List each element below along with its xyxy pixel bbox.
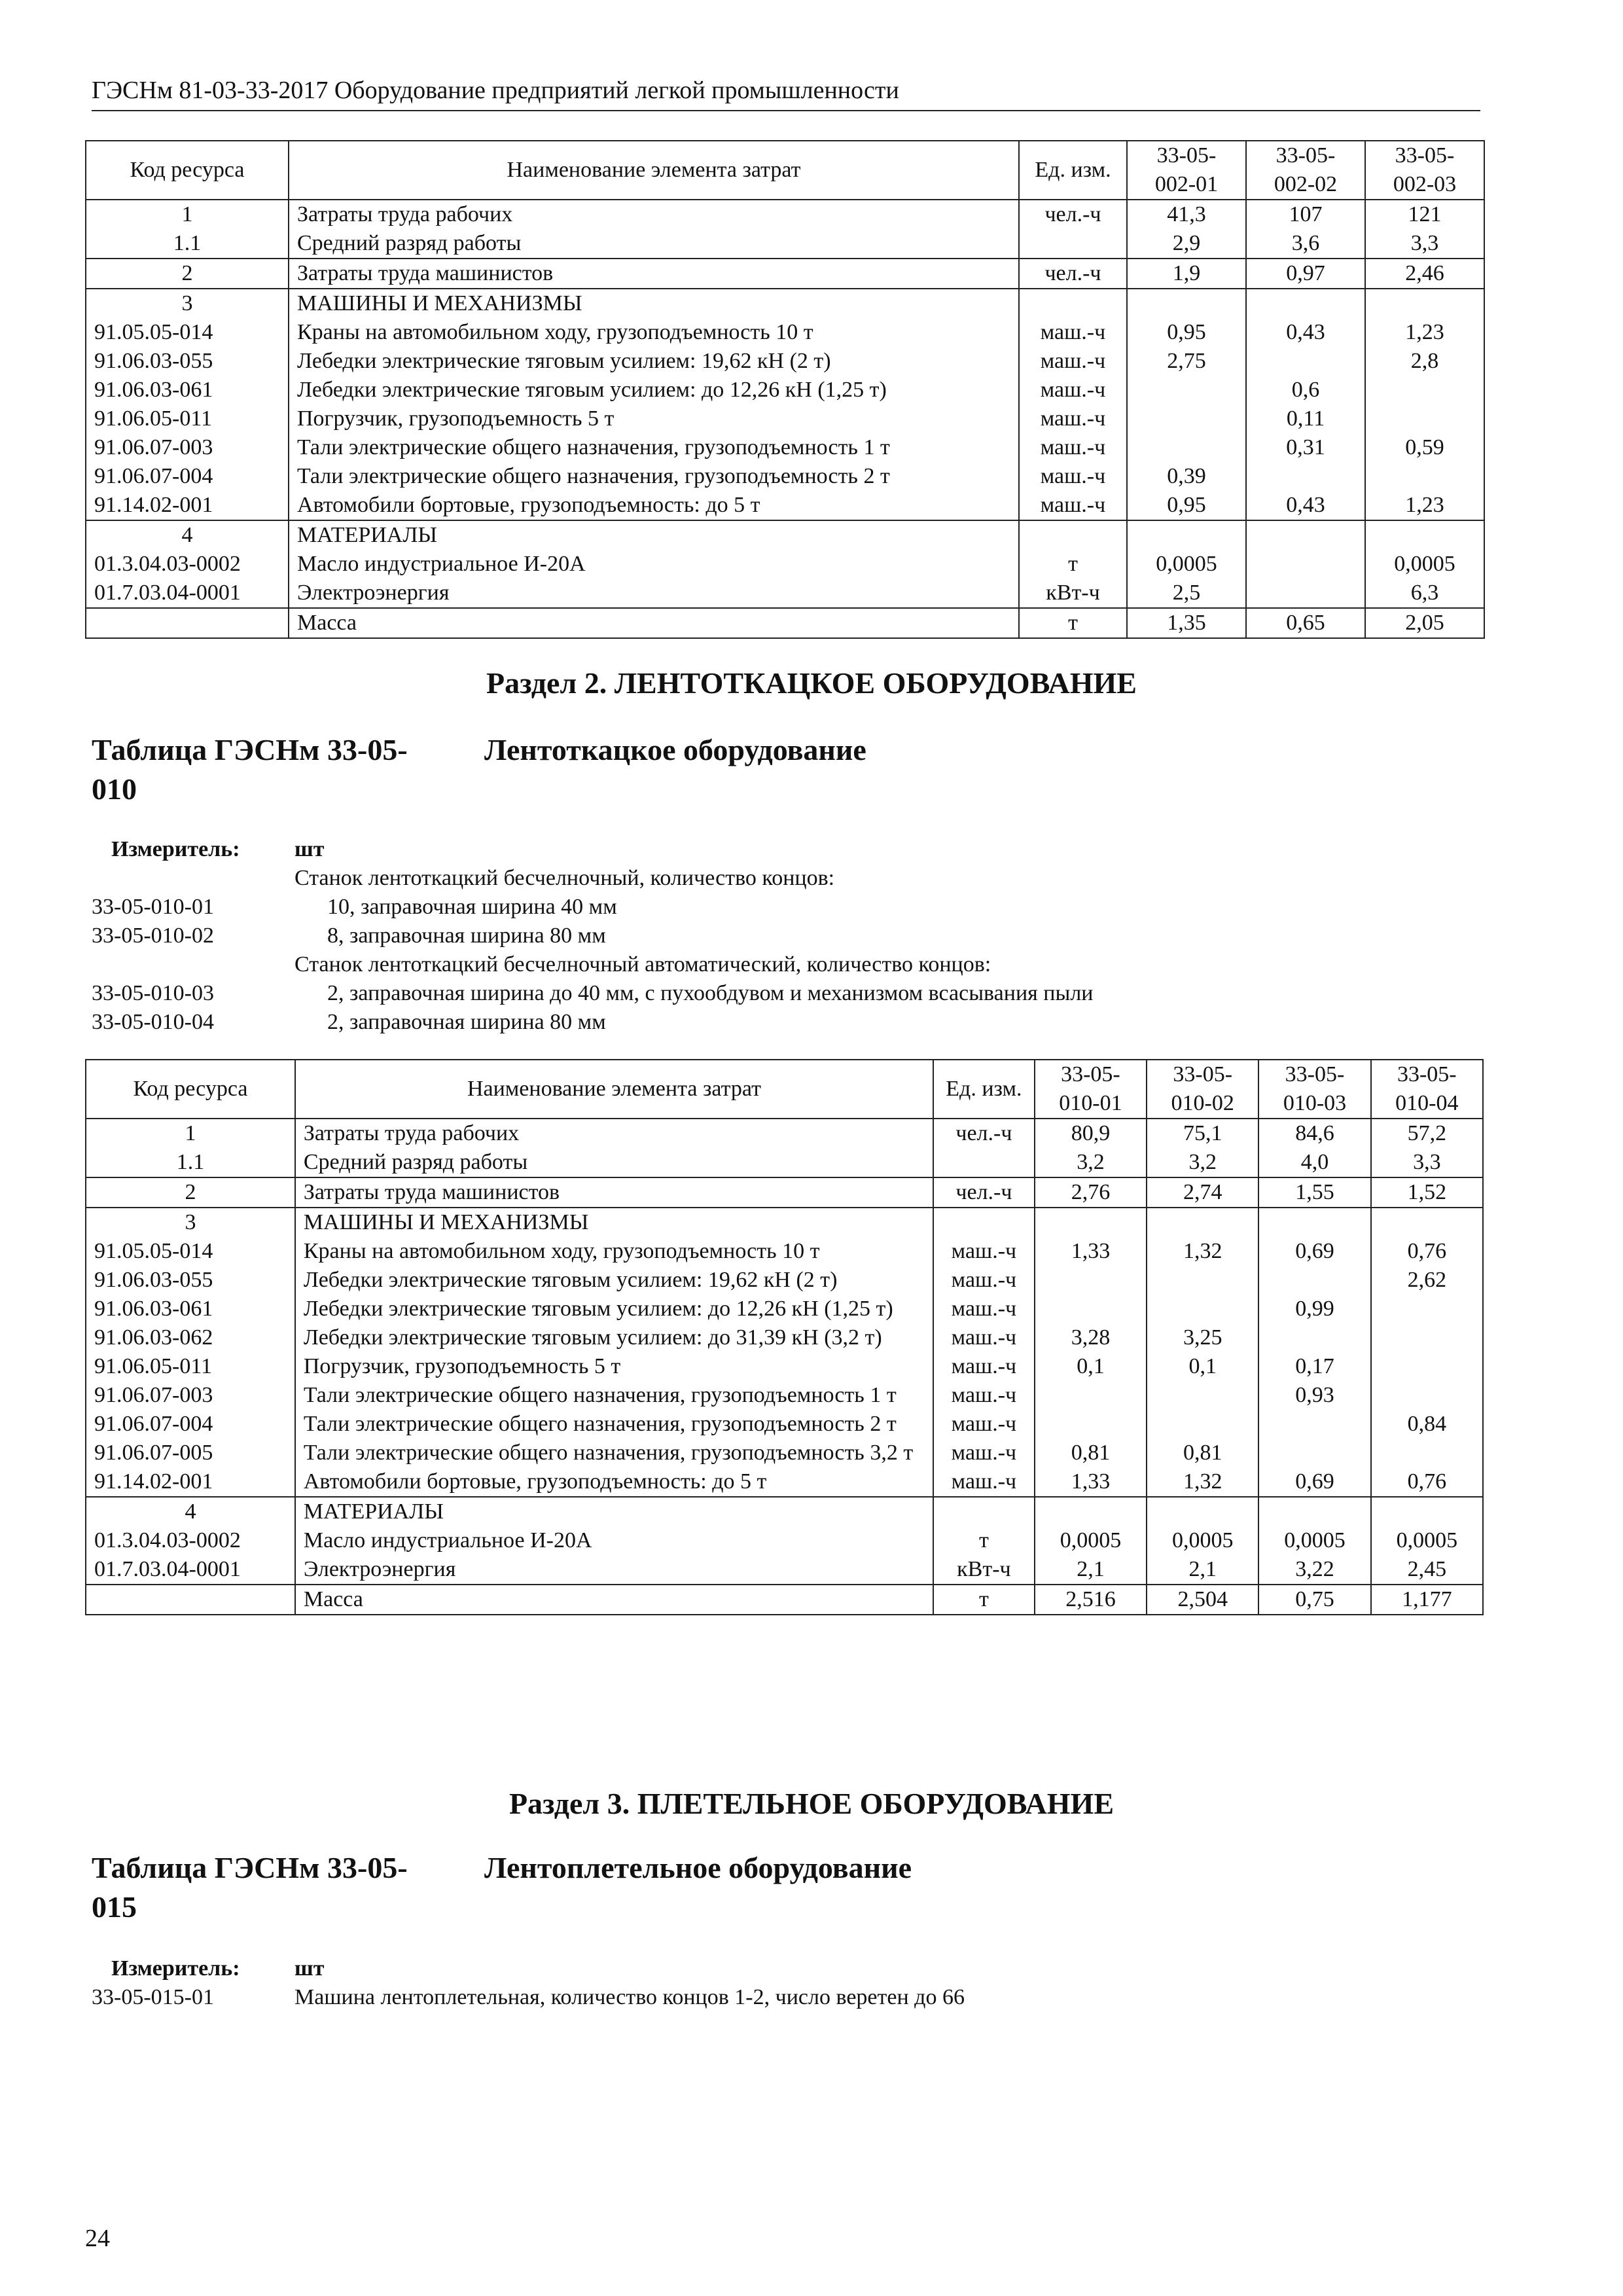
norm-value: 2,8	[1365, 347, 1484, 376]
resource-code: 91.06.03-061	[86, 1295, 295, 1323]
unit-of-measure: маш.-ч	[1019, 491, 1127, 520]
cost-item-name: Погрузчик, грузоподъемность 5 т	[295, 1352, 933, 1381]
unit-of-measure: маш.-ч	[933, 1439, 1035, 1467]
norm-table-33-05-010	[85, 1059, 1484, 1615]
resource-code: 91.06.05-011	[86, 1352, 295, 1381]
norm-value: 107	[1246, 200, 1365, 229]
resource-code: 91.06.03-055	[86, 347, 289, 376]
meter-unit: шт	[294, 837, 325, 861]
norm-value	[1365, 289, 1484, 318]
norm-value	[1246, 579, 1365, 608]
norm-value: 0,76	[1371, 1237, 1483, 1266]
norm-value: 0,31	[1246, 433, 1365, 462]
norm-value	[1371, 1381, 1483, 1410]
resource-code: 91.05.05-014	[86, 318, 289, 347]
unit-of-measure: т	[1019, 550, 1127, 579]
table-row	[86, 318, 1484, 347]
norm-value	[1035, 1208, 1147, 1237]
norm-value	[1147, 1381, 1258, 1410]
table-row	[86, 433, 1484, 462]
norm-description: Станок лентоткацкий бесчелночный, количество концов:	[294, 866, 835, 890]
norm-value: 1,177	[1371, 1585, 1483, 1615]
table-row	[86, 462, 1484, 491]
meter-label: Измеритель:	[111, 837, 240, 861]
table-row	[86, 1439, 1483, 1467]
unit-of-measure: маш.-ч	[933, 1352, 1035, 1381]
table-header-row	[86, 1060, 1483, 1119]
resource-code	[86, 608, 289, 638]
cost-item-name: Средний разряд работы	[295, 1148, 933, 1177]
norm-value: 0,43	[1246, 491, 1365, 520]
norm-value: 0,76	[1371, 1467, 1483, 1497]
cost-item-name: Лебедки электрические тяговым усилием: до 12,26 кН (1,25 т)	[289, 376, 1019, 404]
table-row	[86, 1381, 1483, 1410]
table-2-meter	[92, 835, 1492, 1037]
norm-value: 1,9	[1127, 259, 1246, 289]
norm-value: 0,39	[1127, 462, 1246, 491]
unit-of-measure	[1019, 520, 1127, 550]
norm-value	[1371, 1208, 1483, 1237]
norm-value: 0,84	[1371, 1410, 1483, 1439]
norm-description: Станок лентоткацкий бесчелночный автоматический, количество концов:	[294, 952, 991, 977]
norm-value	[1147, 1266, 1258, 1295]
resource-code: 1.1	[86, 229, 289, 259]
cost-item-name: Тали электрические общего назначения, грузоподъемность 3,2 т	[295, 1439, 933, 1467]
table-row	[86, 259, 1484, 289]
norm-value: 3,2	[1147, 1148, 1258, 1177]
table-row	[86, 200, 1484, 229]
norm-value: 2,9	[1127, 229, 1246, 259]
norm-value	[1371, 1497, 1483, 1526]
norm-value	[1246, 462, 1365, 491]
meter-label: Измеритель:	[111, 1956, 240, 1981]
norm-value	[1258, 1323, 1370, 1352]
norm-code: 33-05-010-04	[92, 1010, 214, 1034]
norm-value	[1258, 1266, 1370, 1295]
table-row	[86, 1237, 1483, 1266]
col-name-header: Наименование элемента затрат	[289, 141, 1019, 200]
page-header: ГЭСНм 81-03-33-2017 Оборудование предприятий легкой промышленности	[92, 73, 1480, 111]
meter-item	[92, 1983, 1492, 2012]
table-row	[86, 229, 1484, 259]
norm-value: 2,1	[1147, 1555, 1258, 1585]
norm-value: 3,22	[1258, 1555, 1370, 1585]
cost-item-name: Затраты труда рабочих	[295, 1119, 933, 1148]
meter-item	[92, 979, 1492, 1008]
cost-item-name: Тали электрические общего назначения, грузоподъемность 1 т	[289, 433, 1019, 462]
norm-value: 80,9	[1035, 1119, 1147, 1148]
resource-code	[86, 1585, 295, 1615]
norm-value: 75,1	[1147, 1119, 1258, 1148]
resource-code: 91.06.07-003	[86, 1381, 295, 1410]
norm-value	[1147, 1295, 1258, 1323]
norm-value: 3,3	[1371, 1148, 1483, 1177]
norm-value	[1147, 1410, 1258, 1439]
unit-of-measure: чел.-ч	[1019, 259, 1127, 289]
table-row	[86, 1295, 1483, 1323]
norm-value: 0,0005	[1258, 1526, 1370, 1555]
norm-value	[1035, 1381, 1147, 1410]
meter-item	[92, 950, 1492, 979]
norm-value: 4,0	[1258, 1148, 1370, 1177]
norm-value: 0,99	[1258, 1295, 1370, 1323]
norm-value	[1365, 462, 1484, 491]
section-3-title: Раздел 3. ПЛЕТЕЛЬНОЕ ОБОРУДОВАНИЕ	[508, 1787, 1115, 1820]
unit-of-measure: кВт-ч	[933, 1555, 1035, 1585]
norm-value	[1035, 1295, 1147, 1323]
norm-value: 2,5	[1127, 579, 1246, 608]
norm-value: 0,69	[1258, 1237, 1370, 1266]
table-row	[86, 491, 1484, 520]
norm-code	[92, 950, 294, 979]
unit-of-measure: чел.-ч	[933, 1177, 1035, 1208]
col-norm-header: 33-05- 002-02	[1246, 141, 1365, 200]
norm-value: 0,11	[1246, 404, 1365, 433]
norm-value	[1258, 1497, 1370, 1526]
norm-value	[1035, 1497, 1147, 1526]
norm-code: 33-05-010-03	[92, 981, 214, 1005]
col-name-header: Наименование элемента затрат	[295, 1060, 933, 1119]
table-2-number: Таблица ГЭСНм 33-05- 010	[92, 733, 408, 806]
norm-value: 3,6	[1246, 229, 1365, 259]
norm-value: 0,75	[1258, 1585, 1370, 1615]
norm-value: 2,45	[1371, 1555, 1483, 1585]
norm-value	[1035, 1410, 1147, 1439]
norm-value: 1,35	[1127, 608, 1246, 638]
cost-item-name: Тали электрические общего назначения, грузоподъемность 2 т	[289, 462, 1019, 491]
resource-code: 91.06.05-011	[86, 404, 289, 433]
col-norm-header: 33-05- 010-02	[1147, 1060, 1258, 1119]
unit-of-measure	[933, 1208, 1035, 1237]
norm-value: 57,2	[1371, 1119, 1483, 1148]
norm-code: 33-05-010-02	[92, 924, 214, 948]
resource-code: 91.06.03-062	[86, 1323, 295, 1352]
table-row	[86, 404, 1484, 433]
unit-of-measure: т	[933, 1585, 1035, 1615]
norm-value: 1,23	[1365, 318, 1484, 347]
table-row	[86, 1555, 1483, 1585]
norm-value	[1127, 289, 1246, 318]
unit-of-measure: маш.-ч	[1019, 404, 1127, 433]
norm-value: 0,0005	[1371, 1526, 1483, 1555]
cost-item-name: Средний разряд работы	[289, 229, 1019, 259]
cost-item-name: Тали электрические общего назначения, грузоподъемность 1 т	[295, 1381, 933, 1410]
table-row	[86, 1266, 1483, 1295]
table-row	[86, 550, 1484, 579]
norm-value: 121	[1365, 200, 1484, 229]
cost-item-name: Масло индустриальное И-20А	[289, 550, 1019, 579]
norm-value: 0,95	[1127, 318, 1246, 347]
norm-value: 2,05	[1365, 608, 1484, 638]
norm-value	[1258, 1410, 1370, 1439]
norm-value	[1365, 404, 1484, 433]
unit-of-measure: маш.-ч	[1019, 433, 1127, 462]
resource-code: 1.1	[86, 1148, 295, 1177]
norm-value: 0,6	[1246, 376, 1365, 404]
unit-of-measure: маш.-ч	[933, 1381, 1035, 1410]
resource-code: 91.14.02-001	[86, 1467, 295, 1497]
cost-item-name: Лебедки электрические тяговым усилием: до 31,39 кН (3,2 т)	[295, 1323, 933, 1352]
norm-value: 2,76	[1035, 1177, 1147, 1208]
meter-label-row	[92, 835, 1492, 864]
table-row	[86, 1323, 1483, 1352]
cost-item-name: Масса	[289, 608, 1019, 638]
norm-value: 3,28	[1035, 1323, 1147, 1352]
table-2-title	[92, 730, 866, 809]
unit-of-measure: маш.-ч	[1019, 376, 1127, 404]
unit-of-measure	[933, 1497, 1035, 1526]
page-number: 24	[85, 2225, 110, 2252]
norm-value: 1,32	[1147, 1237, 1258, 1266]
table-row	[86, 1497, 1483, 1526]
table-row	[86, 520, 1484, 550]
norm-value: 1,32	[1147, 1467, 1258, 1497]
resource-code: 91.05.05-014	[86, 1237, 295, 1266]
norm-value: 0,97	[1246, 259, 1365, 289]
resource-code: 01.3.04.03-0002	[86, 1526, 295, 1555]
cost-item-name: МАШИНЫ И МЕХАНИЗМЫ	[295, 1208, 933, 1237]
norm-value	[1246, 347, 1365, 376]
norm-value: 2,74	[1147, 1177, 1258, 1208]
col-unit-header: Ед. изм.	[1019, 141, 1127, 200]
norm-value	[1147, 1497, 1258, 1526]
norm-value	[1147, 1208, 1258, 1237]
norm-code: 33-05-010-01	[92, 895, 214, 919]
norm-code	[92, 864, 294, 893]
table-3-number: Таблица ГЭСНм 33-05- 015	[92, 1851, 408, 1924]
norm-value	[1371, 1323, 1483, 1352]
meter-item	[92, 922, 1492, 950]
table-row	[86, 1148, 1483, 1177]
resource-code: 91.06.03-055	[86, 1266, 295, 1295]
resource-code: 2	[86, 259, 289, 289]
cost-item-name: Погрузчик, грузоподъемность 5 т	[289, 404, 1019, 433]
cost-item-name: Лебедки электрические тяговым усилием: 19,62 кН (2 т)	[295, 1266, 933, 1295]
norm-code: 33-05-015-01	[92, 1985, 214, 2009]
resource-code: 3	[86, 289, 289, 318]
resource-code: 91.14.02-001	[86, 491, 289, 520]
resource-code: 3	[86, 1208, 295, 1237]
col-norm-header: 33-05- 010-04	[1371, 1060, 1483, 1119]
unit-of-measure: маш.-ч	[933, 1295, 1035, 1323]
table-row	[86, 1208, 1483, 1237]
norm-value: 0,1	[1035, 1352, 1147, 1381]
cost-item-name: Затраты труда машинистов	[289, 259, 1019, 289]
unit-of-measure: маш.-ч	[933, 1323, 1035, 1352]
unit-of-measure: маш.-ч	[1019, 347, 1127, 376]
norm-description: 2, заправочная ширина до 40 мм, с пухообдувом и механизмом всасывания пыли	[327, 981, 1094, 1005]
table-header-row	[86, 141, 1484, 200]
norm-value: 2,46	[1365, 259, 1484, 289]
meter-item	[92, 893, 1492, 922]
table-row	[86, 1119, 1483, 1148]
norm-value: 0,65	[1246, 608, 1365, 638]
cost-item-name: Затраты труда рабочих	[289, 200, 1019, 229]
resource-code: 1	[86, 1119, 295, 1148]
col-norm-header: 33-05- 010-01	[1035, 1060, 1147, 1119]
norm-value	[1127, 433, 1246, 462]
table-row	[86, 1352, 1483, 1381]
norm-value	[1258, 1208, 1370, 1237]
unit-of-measure: кВт-ч	[1019, 579, 1127, 608]
norm-value	[1246, 289, 1365, 318]
norm-value: 1,55	[1258, 1177, 1370, 1208]
unit-of-measure: маш.-ч	[1019, 318, 1127, 347]
cost-item-name: Масло индустриальное И-20А	[295, 1526, 933, 1555]
resource-code: 1	[86, 200, 289, 229]
norm-value	[1258, 1439, 1370, 1467]
norm-value: 2,516	[1035, 1585, 1147, 1615]
norm-value: 0,1	[1147, 1352, 1258, 1381]
norm-description: 8, заправочная ширина 80 мм	[327, 924, 606, 948]
resource-code: 01.7.03.04-0001	[86, 1555, 295, 1585]
cost-item-name: Лебедки электрические тяговым усилием: 19,62 кН (2 т)	[289, 347, 1019, 376]
norm-value: 0,81	[1147, 1439, 1258, 1467]
norm-value: 1,52	[1371, 1177, 1483, 1208]
col-norm-header: 33-05- 002-01	[1127, 141, 1246, 200]
unit-of-measure	[1019, 229, 1127, 259]
norm-value: 1,33	[1035, 1237, 1147, 1266]
meter-unit: шт	[294, 1956, 325, 1981]
cost-item-name: Затраты труда машинистов	[295, 1177, 933, 1208]
norm-value: 6,3	[1365, 579, 1484, 608]
table-3-meter	[92, 1954, 1492, 2012]
meter-item	[92, 864, 1492, 893]
norm-value: 2,75	[1127, 347, 1246, 376]
table-row	[86, 1410, 1483, 1439]
cost-item-name: Автомобили бортовые, грузоподъемность: до 5 т	[295, 1467, 933, 1497]
unit-of-measure: чел.-ч	[933, 1119, 1035, 1148]
norm-value: 1,23	[1365, 491, 1484, 520]
col-code-header: Код ресурса	[86, 1060, 295, 1119]
unit-of-measure	[933, 1148, 1035, 1177]
table-row	[86, 1467, 1483, 1497]
cost-item-name: Электроэнергия	[289, 579, 1019, 608]
norm-value: 0,59	[1365, 433, 1484, 462]
meter-item	[92, 1008, 1492, 1037]
table-row	[86, 376, 1484, 404]
norm-description: 10, заправочная ширина 40 мм	[327, 895, 617, 919]
cost-item-name: Лебедки электрические тяговым усилием: до 12,26 кН (1,25 т)	[295, 1295, 933, 1323]
norm-value: 0,0005	[1147, 1526, 1258, 1555]
col-norm-header: 33-05- 010-03	[1258, 1060, 1370, 1119]
table-row	[86, 1585, 1483, 1615]
norm-value	[1365, 520, 1484, 550]
table-row	[86, 1177, 1483, 1208]
col-unit-header: Ед. изм.	[933, 1060, 1035, 1119]
norm-table-33-05-002	[85, 140, 1485, 639]
norm-value: 0,17	[1258, 1352, 1370, 1381]
norm-value: 2,62	[1371, 1266, 1483, 1295]
norm-description: Машина лентоплетельная, количество концов 1-2, число веретен до 66	[294, 1985, 965, 2009]
table-row	[86, 1526, 1483, 1555]
resource-code: 91.06.07-003	[86, 433, 289, 462]
table-row	[86, 608, 1484, 638]
norm-description: 2, заправочная ширина 80 мм	[327, 1010, 606, 1034]
norm-value: 0,43	[1246, 318, 1365, 347]
norm-value: 0,0005	[1365, 550, 1484, 579]
resource-code: 91.06.07-004	[86, 1410, 295, 1439]
norm-value	[1246, 550, 1365, 579]
norm-value: 3,25	[1147, 1323, 1258, 1352]
resource-code: 01.3.04.03-0002	[86, 550, 289, 579]
norm-value	[1127, 520, 1246, 550]
norm-value: 41,3	[1127, 200, 1246, 229]
cost-item-name: Автомобили бортовые, грузоподъемность: до 5 т	[289, 491, 1019, 520]
table-3-title	[92, 1848, 912, 1927]
table-row	[86, 347, 1484, 376]
norm-value: 2,1	[1035, 1555, 1147, 1585]
norm-value: 1,33	[1035, 1467, 1147, 1497]
norm-value: 0,0005	[1035, 1526, 1147, 1555]
resource-code: 91.06.07-004	[86, 462, 289, 491]
table-row	[86, 289, 1484, 318]
cost-item-name: Масса	[295, 1585, 933, 1615]
cost-item-name: Электроэнергия	[295, 1555, 933, 1585]
norm-value	[1246, 520, 1365, 550]
norm-value	[1127, 404, 1246, 433]
table-row	[86, 579, 1484, 608]
unit-of-measure: маш.-ч	[933, 1410, 1035, 1439]
cost-item-name: МАТЕРИАЛЫ	[295, 1497, 933, 1526]
norm-value: 0,81	[1035, 1439, 1147, 1467]
cost-item-name: Краны на автомобильном ходу, грузоподъемность 10 т	[289, 318, 1019, 347]
resource-code: 4	[86, 520, 289, 550]
resource-code: 91.06.07-005	[86, 1439, 295, 1467]
resource-code: 2	[86, 1177, 295, 1208]
unit-of-measure: чел.-ч	[1019, 200, 1127, 229]
norm-value	[1035, 1266, 1147, 1295]
unit-of-measure: маш.-ч	[933, 1266, 1035, 1295]
unit-of-measure: маш.-ч	[1019, 462, 1127, 491]
table-3-name: Лентоплетельное оборудование	[484, 1851, 912, 1884]
section-2-title: Раздел 2. ЛЕНТОТКАЦКОЕ ОБОРУДОВАНИЕ	[486, 666, 1137, 700]
unit-of-measure	[1019, 289, 1127, 318]
col-code-header: Код ресурса	[86, 141, 289, 200]
norm-value: 3,3	[1365, 229, 1484, 259]
resource-code: 01.7.03.04-0001	[86, 579, 289, 608]
resource-code: 91.06.03-061	[86, 376, 289, 404]
cost-item-name: Тали электрические общего назначения, грузоподъемность 2 т	[295, 1410, 933, 1439]
cost-item-name: Краны на автомобильном ходу, грузоподъемность 10 т	[295, 1237, 933, 1266]
unit-of-measure: т	[933, 1526, 1035, 1555]
norm-value: 0,95	[1127, 491, 1246, 520]
norm-value: 0,93	[1258, 1381, 1370, 1410]
unit-of-measure: маш.-ч	[933, 1467, 1035, 1497]
resource-code: 4	[86, 1497, 295, 1526]
norm-value: 0,0005	[1127, 550, 1246, 579]
norm-value	[1365, 376, 1484, 404]
unit-of-measure: маш.-ч	[933, 1237, 1035, 1266]
norm-value: 84,6	[1258, 1119, 1370, 1148]
norm-value: 2,504	[1147, 1585, 1258, 1615]
norm-value: 3,2	[1035, 1148, 1147, 1177]
norm-value	[1371, 1295, 1483, 1323]
norm-value	[1127, 376, 1246, 404]
cost-item-name: МАШИНЫ И МЕХАНИЗМЫ	[289, 289, 1019, 318]
norm-value	[1371, 1439, 1483, 1467]
meter-label-row	[92, 1954, 1492, 1983]
unit-of-measure: т	[1019, 608, 1127, 638]
col-norm-header: 33-05- 002-03	[1365, 141, 1484, 200]
norm-value: 0,69	[1258, 1467, 1370, 1497]
cost-item-name: МАТЕРИАЛЫ	[289, 520, 1019, 550]
table-2-name: Лентоткацкое оборудование	[484, 733, 866, 766]
norm-value	[1371, 1352, 1483, 1381]
